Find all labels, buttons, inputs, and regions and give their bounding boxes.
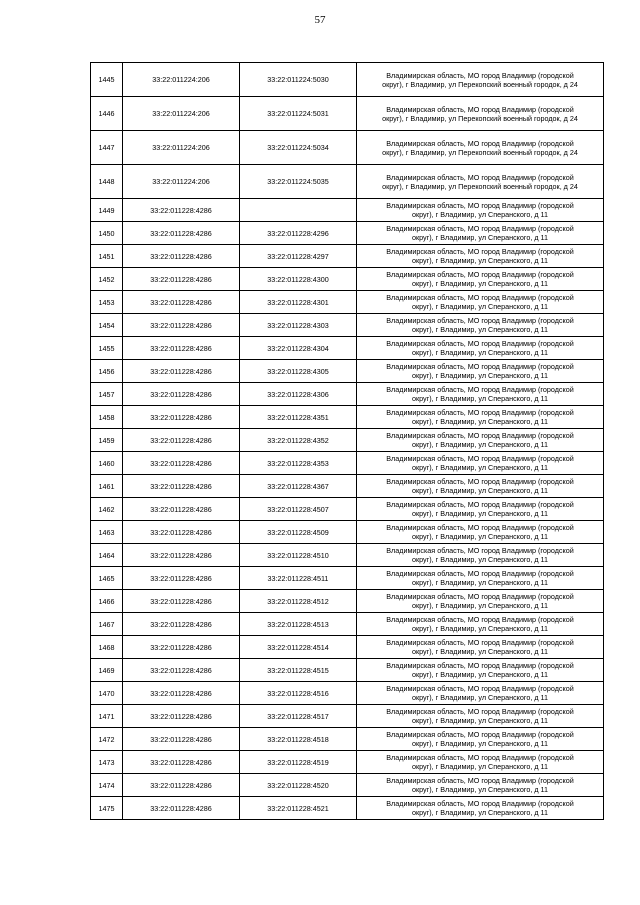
address-line-1: Владимирская область, МО город Владимир (городской [386,362,574,371]
address-line-2: округ), г Владимир, ул Сперанского, д 11 [411,325,548,334]
address-cell [357,705,604,728]
parent-cadastral-number-cell: 33:22:011228:4286 [123,199,240,222]
address-cell [357,291,604,314]
address-cell [357,567,604,590]
address-line-1: Владимирская область, МО город Владимир (городской [386,684,574,693]
address-cell [357,659,604,682]
parent-cadastral-number-cell: 33:22:011228:4286 [123,797,240,820]
row-number-cell: 1464 [91,544,123,567]
row-number-cell: 1445 [91,63,123,97]
row-number-cell: 1469 [91,659,123,682]
address-line-1: Владимирская область, МО город Владимир (городской [386,546,574,555]
table-row [91,774,604,797]
address-line-1: Владимирская область, МО город Владимир (городской [386,270,574,279]
address-line-2: округ), г Владимир, ул Сперанского, д 11 [411,302,548,311]
address-line-2: округ), г Владимир, ул Сперанского, д 11 [411,509,548,518]
table-row [91,590,604,613]
address-cell [357,97,604,131]
cadastral-number-cell: 33:22:011228:4296 [240,222,357,245]
parent-cadastral-number-cell: 33:22:011228:4286 [123,751,240,774]
address-line-1: Владимирская область, МО город Владимир (городской [386,569,574,578]
table-row [91,797,604,820]
address-line-2: округ), г Владимир, ул Сперанского, д 11 [411,808,548,817]
row-number-cell: 1446 [91,97,123,131]
row-number-cell: 1475 [91,797,123,820]
address-line-1: Владимирская область, МО город Владимир (городской [386,104,574,114]
parent-cadastral-number-cell: 33:22:011228:4286 [123,245,240,268]
registry-table [90,62,604,820]
row-number-cell: 1468 [91,636,123,659]
address-line-1: Владимирская область, МО город Владимир (городской [386,385,574,394]
table-row [91,165,604,199]
address-line-1: Владимирская область, МО город Владимир (городской [386,753,574,762]
table-row [91,636,604,659]
parent-cadastral-number-cell: 33:22:011228:4286 [123,705,240,728]
cadastral-number-cell: 33:22:011228:4516 [240,682,357,705]
table-row [91,383,604,406]
row-number-cell: 1449 [91,199,123,222]
address-cell [357,452,604,475]
row-number-cell: 1459 [91,429,123,452]
table-row [91,521,604,544]
parent-cadastral-number-cell: 33:22:011228:4286 [123,406,240,429]
address-line-1: Владимирская область, МО город Владимир (городской [386,523,574,532]
address-line-1: Владимирская область, МО город Владимир (городской [386,408,574,417]
address-line-2: округ), г Владимир, ул Сперанского, д 11 [411,210,548,219]
cadastral-number-cell: 33:22:011228:4305 [240,360,357,383]
cadastral-number-cell: 33:22:011228:4515 [240,659,357,682]
parent-cadastral-number-cell: 33:22:011228:4286 [123,268,240,291]
parent-cadastral-number-cell: 33:22:011224:206 [123,63,240,97]
address-line-1: Владимирская область, МО город Владимир (городской [386,454,574,463]
parent-cadastral-number-cell: 33:22:011228:4286 [123,383,240,406]
table-row [91,406,604,429]
address-line-2: округ), г Владимир, ул Сперанского, д 11 [411,785,548,794]
parent-cadastral-number-cell: 33:22:011228:4286 [123,590,240,613]
address-line-2: округ), г Владимир, ул Сперанского, д 11 [411,486,548,495]
cadastral-number-cell: 33:22:011228:4367 [240,475,357,498]
row-number-cell: 1460 [91,452,123,475]
address-line-2: округ), г Владимир, ул Сперанского, д 11 [411,394,548,403]
parent-cadastral-number-cell: 33:22:011228:4286 [123,314,240,337]
address-cell [357,521,604,544]
address-cell [357,613,604,636]
cadastral-number-cell: 33:22:011228:4513 [240,613,357,636]
address-line-1: Владимирская область, МО город Владимир (городской [386,247,574,256]
row-number-cell: 1451 [91,245,123,268]
table-row [91,199,604,222]
table-row [91,131,604,165]
row-number-cell: 1471 [91,705,123,728]
cadastral-number-cell: 33:22:011228:4300 [240,268,357,291]
address-line-2: округ), г Владимир, ул Сперанского, д 11 [411,601,548,610]
cadastral-number-cell: 33:22:011228:4507 [240,498,357,521]
address-cell [357,199,604,222]
parent-cadastral-number-cell: 33:22:011228:4286 [123,567,240,590]
address-line-2: округ), г Владимир, ул Сперанского, д 11 [411,578,548,587]
address-cell [357,131,604,165]
parent-cadastral-number-cell: 33:22:011228:4286 [123,222,240,245]
address-line-1: Владимирская область, МО город Владимир (городской [386,201,574,210]
row-number-cell: 1462 [91,498,123,521]
address-line-2: округ), г Владимир, ул Перекопский военный городок, д 24 [382,181,578,191]
address-line-2: округ), г Владимир, ул Сперанского, д 11 [411,279,548,288]
address-cell [357,245,604,268]
table-row [91,728,604,751]
address-cell [357,728,604,751]
row-number-cell: 1450 [91,222,123,245]
cadastral-number-cell: 33:22:011228:4521 [240,797,357,820]
cadastral-number-cell: 33:22:011228:4520 [240,774,357,797]
address-line-1: Владимирская область, МО город Владимир (городской [386,293,574,302]
address-cell [357,165,604,199]
table-row [91,475,604,498]
cadastral-number-cell: 33:22:011228:4351 [240,406,357,429]
cadastral-number-cell [240,199,357,222]
address-line-1: Владимирская область, МО город Владимир (городской [386,799,574,808]
row-number-cell: 1447 [91,131,123,165]
cadastral-number-cell: 33:22:011228:4512 [240,590,357,613]
address-cell [357,751,604,774]
table-row [91,567,604,590]
page-number: 57 [314,14,326,26]
table-row [91,97,604,131]
row-number-cell: 1466 [91,590,123,613]
parent-cadastral-number-cell: 33:22:011228:4286 [123,682,240,705]
address-cell [357,360,604,383]
address-line-2: округ), г Владимир, ул Сперанского, д 11 [411,647,548,656]
parent-cadastral-number-cell: 33:22:011228:4286 [123,521,240,544]
row-number-cell: 1448 [91,165,123,199]
address-cell [357,475,604,498]
row-number-cell: 1463 [91,521,123,544]
row-number-cell: 1467 [91,613,123,636]
table-row [91,245,604,268]
registry-table-body [91,63,604,820]
address-cell [357,314,604,337]
address-cell [357,406,604,429]
row-number-cell: 1461 [91,475,123,498]
address-cell [357,636,604,659]
address-line-1: Владимирская область, МО город Владимир (городской [386,638,574,647]
parent-cadastral-number-cell: 33:22:011228:4286 [123,429,240,452]
parent-cadastral-number-cell: 33:22:011228:4286 [123,360,240,383]
address-line-2: округ), г Владимир, ул Сперанского, д 11 [411,463,548,472]
row-number-cell: 1456 [91,360,123,383]
cadastral-number-cell: 33:22:011228:4303 [240,314,357,337]
parent-cadastral-number-cell: 33:22:011228:4286 [123,636,240,659]
address-cell [357,774,604,797]
table-row [91,268,604,291]
cadastral-number-cell: 33:22:011228:4301 [240,291,357,314]
address-line-2: округ), г Владимир, ул Сперанского, д 11 [411,693,548,702]
address-line-1: Владимирская область, МО город Владимир (городской [386,431,574,440]
address-cell [357,429,604,452]
address-line-2: округ), г Владимир, ул Сперанского, д 11 [411,739,548,748]
address-line-1: Владимирская область, МО город Владимир (городской [386,707,574,716]
row-number-cell: 1454 [91,314,123,337]
cadastral-number-cell: 33:22:011224:5030 [240,63,357,97]
table-row [91,337,604,360]
table-row [91,498,604,521]
cadastral-number-cell: 33:22:011228:4304 [240,337,357,360]
address-line-2: округ), г Владимир, ул Сперанского, д 11 [411,233,548,242]
address-line-1: Владимирская область, МО город Владимир (городской [386,615,574,624]
address-cell [357,797,604,820]
table-row [91,222,604,245]
table-row [91,429,604,452]
row-number-cell: 1472 [91,728,123,751]
row-number-cell: 1465 [91,567,123,590]
address-line-1: Владимирская область, МО город Владимир (городской [386,138,574,148]
address-cell [357,590,604,613]
table-row [91,291,604,314]
parent-cadastral-number-cell: 33:22:011228:4286 [123,659,240,682]
address-line-1: Владимирская область, МО город Владимир (городской [386,70,574,80]
row-number-cell: 1474 [91,774,123,797]
parent-cadastral-number-cell: 33:22:011224:206 [123,165,240,199]
row-number-cell: 1453 [91,291,123,314]
parent-cadastral-number-cell: 33:22:011228:4286 [123,774,240,797]
cadastral-number-cell: 33:22:011228:4509 [240,521,357,544]
table-row [91,544,604,567]
address-cell [357,383,604,406]
table-row [91,613,604,636]
address-line-2: округ), г Владимир, ул Перекопский военный городок, д 24 [382,79,578,89]
address-line-2: округ), г Владимир, ул Сперанского, д 11 [411,256,548,265]
cadastral-number-cell: 33:22:011228:4306 [240,383,357,406]
table-row [91,659,604,682]
address-line-1: Владимирская область, МО город Владимир (городской [386,730,574,739]
cadastral-number-cell: 33:22:011228:4510 [240,544,357,567]
address-line-1: Владимирская область, МО город Владимир (городской [386,477,574,486]
address-line-2: округ), г Владимир, ул Сперанского, д 11 [411,417,548,426]
address-line-2: округ), г Владимир, ул Сперанского, д 11 [411,716,548,725]
address-line-1: Владимирская область, МО город Владимир (городской [386,316,574,325]
address-cell [357,544,604,567]
cadastral-number-cell: 33:22:011228:4518 [240,728,357,751]
address-line-1: Владимирская область, МО город Владимир (городской [386,661,574,670]
row-number-cell: 1455 [91,337,123,360]
parent-cadastral-number-cell: 33:22:011228:4286 [123,544,240,567]
address-line-2: округ), г Владимир, ул Перекопский военный городок, д 24 [382,147,578,157]
address-line-2: округ), г Владимир, ул Сперанского, д 11 [411,371,548,380]
parent-cadastral-number-cell: 33:22:011228:4286 [123,337,240,360]
address-line-1: Владимирская область, МО город Владимир (городской [386,776,574,785]
parent-cadastral-number-cell: 33:22:011228:4286 [123,613,240,636]
address-line-1: Владимирская область, МО город Владимир (городской [386,500,574,509]
table-row [91,682,604,705]
table-row [91,452,604,475]
table-row [91,705,604,728]
address-line-2: округ), г Владимир, ул Перекопский военный городок, д 24 [382,113,578,123]
cadastral-number-cell: 33:22:011224:5031 [240,97,357,131]
address-cell [357,498,604,521]
address-cell [357,222,604,245]
row-number-cell: 1473 [91,751,123,774]
cadastral-number-cell: 33:22:011224:5035 [240,165,357,199]
table-row [91,751,604,774]
address-line-2: округ), г Владимир, ул Сперанского, д 11 [411,348,548,357]
parent-cadastral-number-cell: 33:22:011228:4286 [123,452,240,475]
row-number-cell: 1457 [91,383,123,406]
address-line-2: округ), г Владимир, ул Сперанского, д 11 [411,670,548,679]
cadastral-number-cell: 33:22:011228:4352 [240,429,357,452]
address-line-2: округ), г Владимир, ул Сперанского, д 11 [411,762,548,771]
parent-cadastral-number-cell: 33:22:011228:4286 [123,498,240,521]
cadastral-number-cell: 33:22:011228:4297 [240,245,357,268]
row-number-cell: 1452 [91,268,123,291]
cadastral-number-cell: 33:22:011228:4517 [240,705,357,728]
address-line-2: округ), г Владимир, ул Сперанского, д 11 [411,532,548,541]
row-number-cell: 1470 [91,682,123,705]
address-cell [357,682,604,705]
parent-cadastral-number-cell: 33:22:011224:206 [123,97,240,131]
address-line-2: округ), г Владимир, ул Сперанского, д 11 [411,624,548,633]
cadastral-number-cell: 33:22:011228:4519 [240,751,357,774]
address-line-1: Владимирская область, МО город Владимир (городской [386,224,574,233]
address-line-1: Владимирская область, МО город Владимир (городской [386,592,574,601]
parent-cadastral-number-cell: 33:22:011228:4286 [123,291,240,314]
address-cell [357,268,604,291]
address-line-2: округ), г Владимир, ул Сперанского, д 11 [411,555,548,564]
address-line-2: округ), г Владимир, ул Сперанского, д 11 [411,440,548,449]
cadastral-number-cell: 33:22:011224:5034 [240,131,357,165]
address-cell [357,63,604,97]
table-row [91,63,604,97]
parent-cadastral-number-cell: 33:22:011228:4286 [123,475,240,498]
cadastral-number-cell: 33:22:011228:4511 [240,567,357,590]
address-cell [357,337,604,360]
cadastral-number-cell: 33:22:011228:4353 [240,452,357,475]
address-line-1: Владимирская область, МО город Владимир (городской [386,339,574,348]
table-row [91,360,604,383]
table-row [91,314,604,337]
row-number-cell: 1458 [91,406,123,429]
cadastral-number-cell: 33:22:011228:4514 [240,636,357,659]
parent-cadastral-number-cell: 33:22:011224:206 [123,131,240,165]
address-line-1: Владимирская область, МО город Владимир (городской [386,172,574,182]
parent-cadastral-number-cell: 33:22:011228:4286 [123,728,240,751]
